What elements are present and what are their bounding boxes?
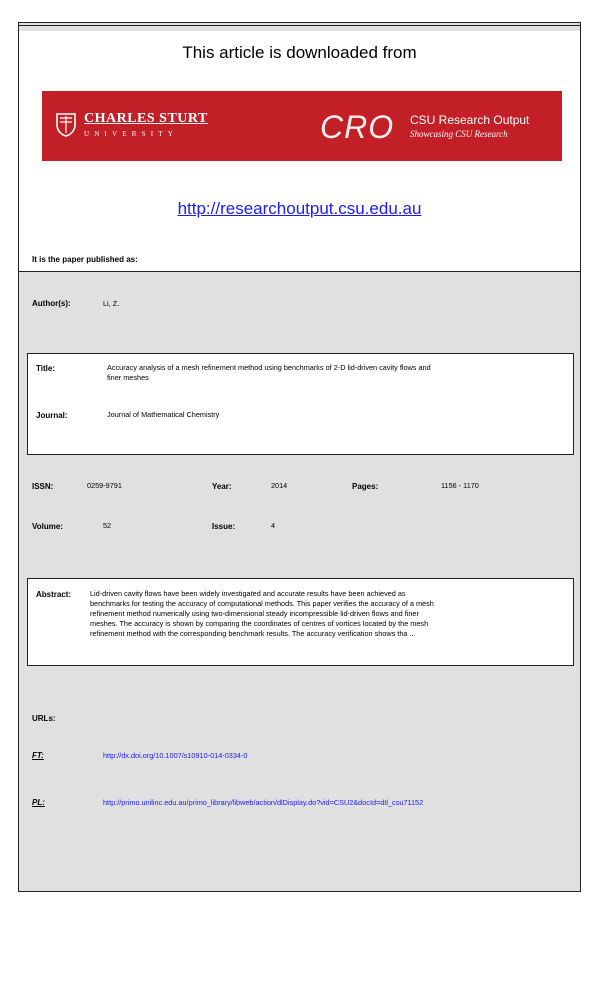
record-frame bbox=[18, 22, 581, 892]
abstract-line-2: benchmarks for testing the accuracy of computational methods. This paper verifies the accuracy of a mesh bbox=[90, 599, 434, 608]
pl-url-link[interactable]: http://primo.unilinc.edu.au/primo_library/libweb/action/dlDisplay.do?vid=CSU2&docId=dtl_csu71152 bbox=[103, 798, 424, 807]
ft-label: FT: bbox=[32, 751, 44, 760]
abstract-line-1: Lid-driven cavity flows have been widely investigated and accurate results have been achieved as bbox=[90, 589, 406, 598]
title-line-1: Accuracy analysis of a mesh refinement method using benchmarks of 2-D lid-driven cavity flows and bbox=[107, 363, 431, 372]
abstract-line-3: refinement method numerically using two-dimensional steady incompressible lid-driven flows and finer bbox=[90, 609, 419, 618]
csu-banner bbox=[42, 91, 562, 161]
published-as-label: It is the paper published as: bbox=[32, 255, 138, 264]
abstract-line-5: refinement method with the corresponding benchmark results. The accuracy verification shows tha ... bbox=[90, 629, 416, 638]
year-value: 2014 bbox=[271, 481, 288, 490]
year-label: Year: bbox=[212, 482, 232, 491]
title-label: Title: bbox=[36, 364, 55, 373]
csu-shield-icon bbox=[56, 113, 76, 137]
top-rule bbox=[18, 22, 581, 26]
pages-value: 1156 - 1170 bbox=[441, 481, 479, 490]
abstract-line-4: meshes. The accuracy is shown by comparing the coordinates of centres of vortices located by the mesh bbox=[90, 619, 429, 628]
ft-url-link[interactable]: http://dx.doi.org/10.1007/s10910-014-0334-0 bbox=[103, 751, 248, 760]
cro-tagline: Showcasing CSU Research bbox=[410, 129, 508, 139]
research-output-link[interactable]: http://researchoutput.csu.edu.au bbox=[177, 199, 422, 218]
issn-value: 0259-9791 bbox=[87, 481, 122, 490]
header-title: This article is downloaded from bbox=[182, 43, 417, 62]
abstract-box bbox=[27, 578, 574, 666]
issue-value: 4 bbox=[271, 521, 276, 530]
cro-logo: CRO bbox=[320, 109, 395, 145]
issn-label: ISSN: bbox=[32, 482, 54, 491]
volume-label: Volume: bbox=[32, 522, 63, 531]
title-line-2: finer meshes bbox=[107, 373, 149, 382]
author-label: Author(s): bbox=[32, 299, 71, 308]
journal-label: Journal: bbox=[36, 411, 68, 420]
issue-label: Issue: bbox=[212, 522, 236, 531]
abstract-label: Abstract: bbox=[36, 590, 72, 599]
download-header bbox=[19, 31, 580, 272]
journal-value: Journal of Mathematical Chemistry bbox=[107, 410, 220, 419]
pl-label: PL: bbox=[32, 798, 45, 807]
pages-label: Pages: bbox=[352, 482, 379, 491]
volume-value: 52 bbox=[103, 521, 112, 530]
cro-title: CSU Research Output bbox=[410, 113, 530, 127]
author-value: Li, Z. bbox=[103, 299, 120, 308]
csu-subtitle: UNIVERSITY bbox=[84, 130, 178, 138]
urls-label: URLs: bbox=[32, 714, 56, 723]
title-journal-box bbox=[27, 353, 574, 455]
csu-name: CHARLES STURT bbox=[84, 111, 208, 126]
